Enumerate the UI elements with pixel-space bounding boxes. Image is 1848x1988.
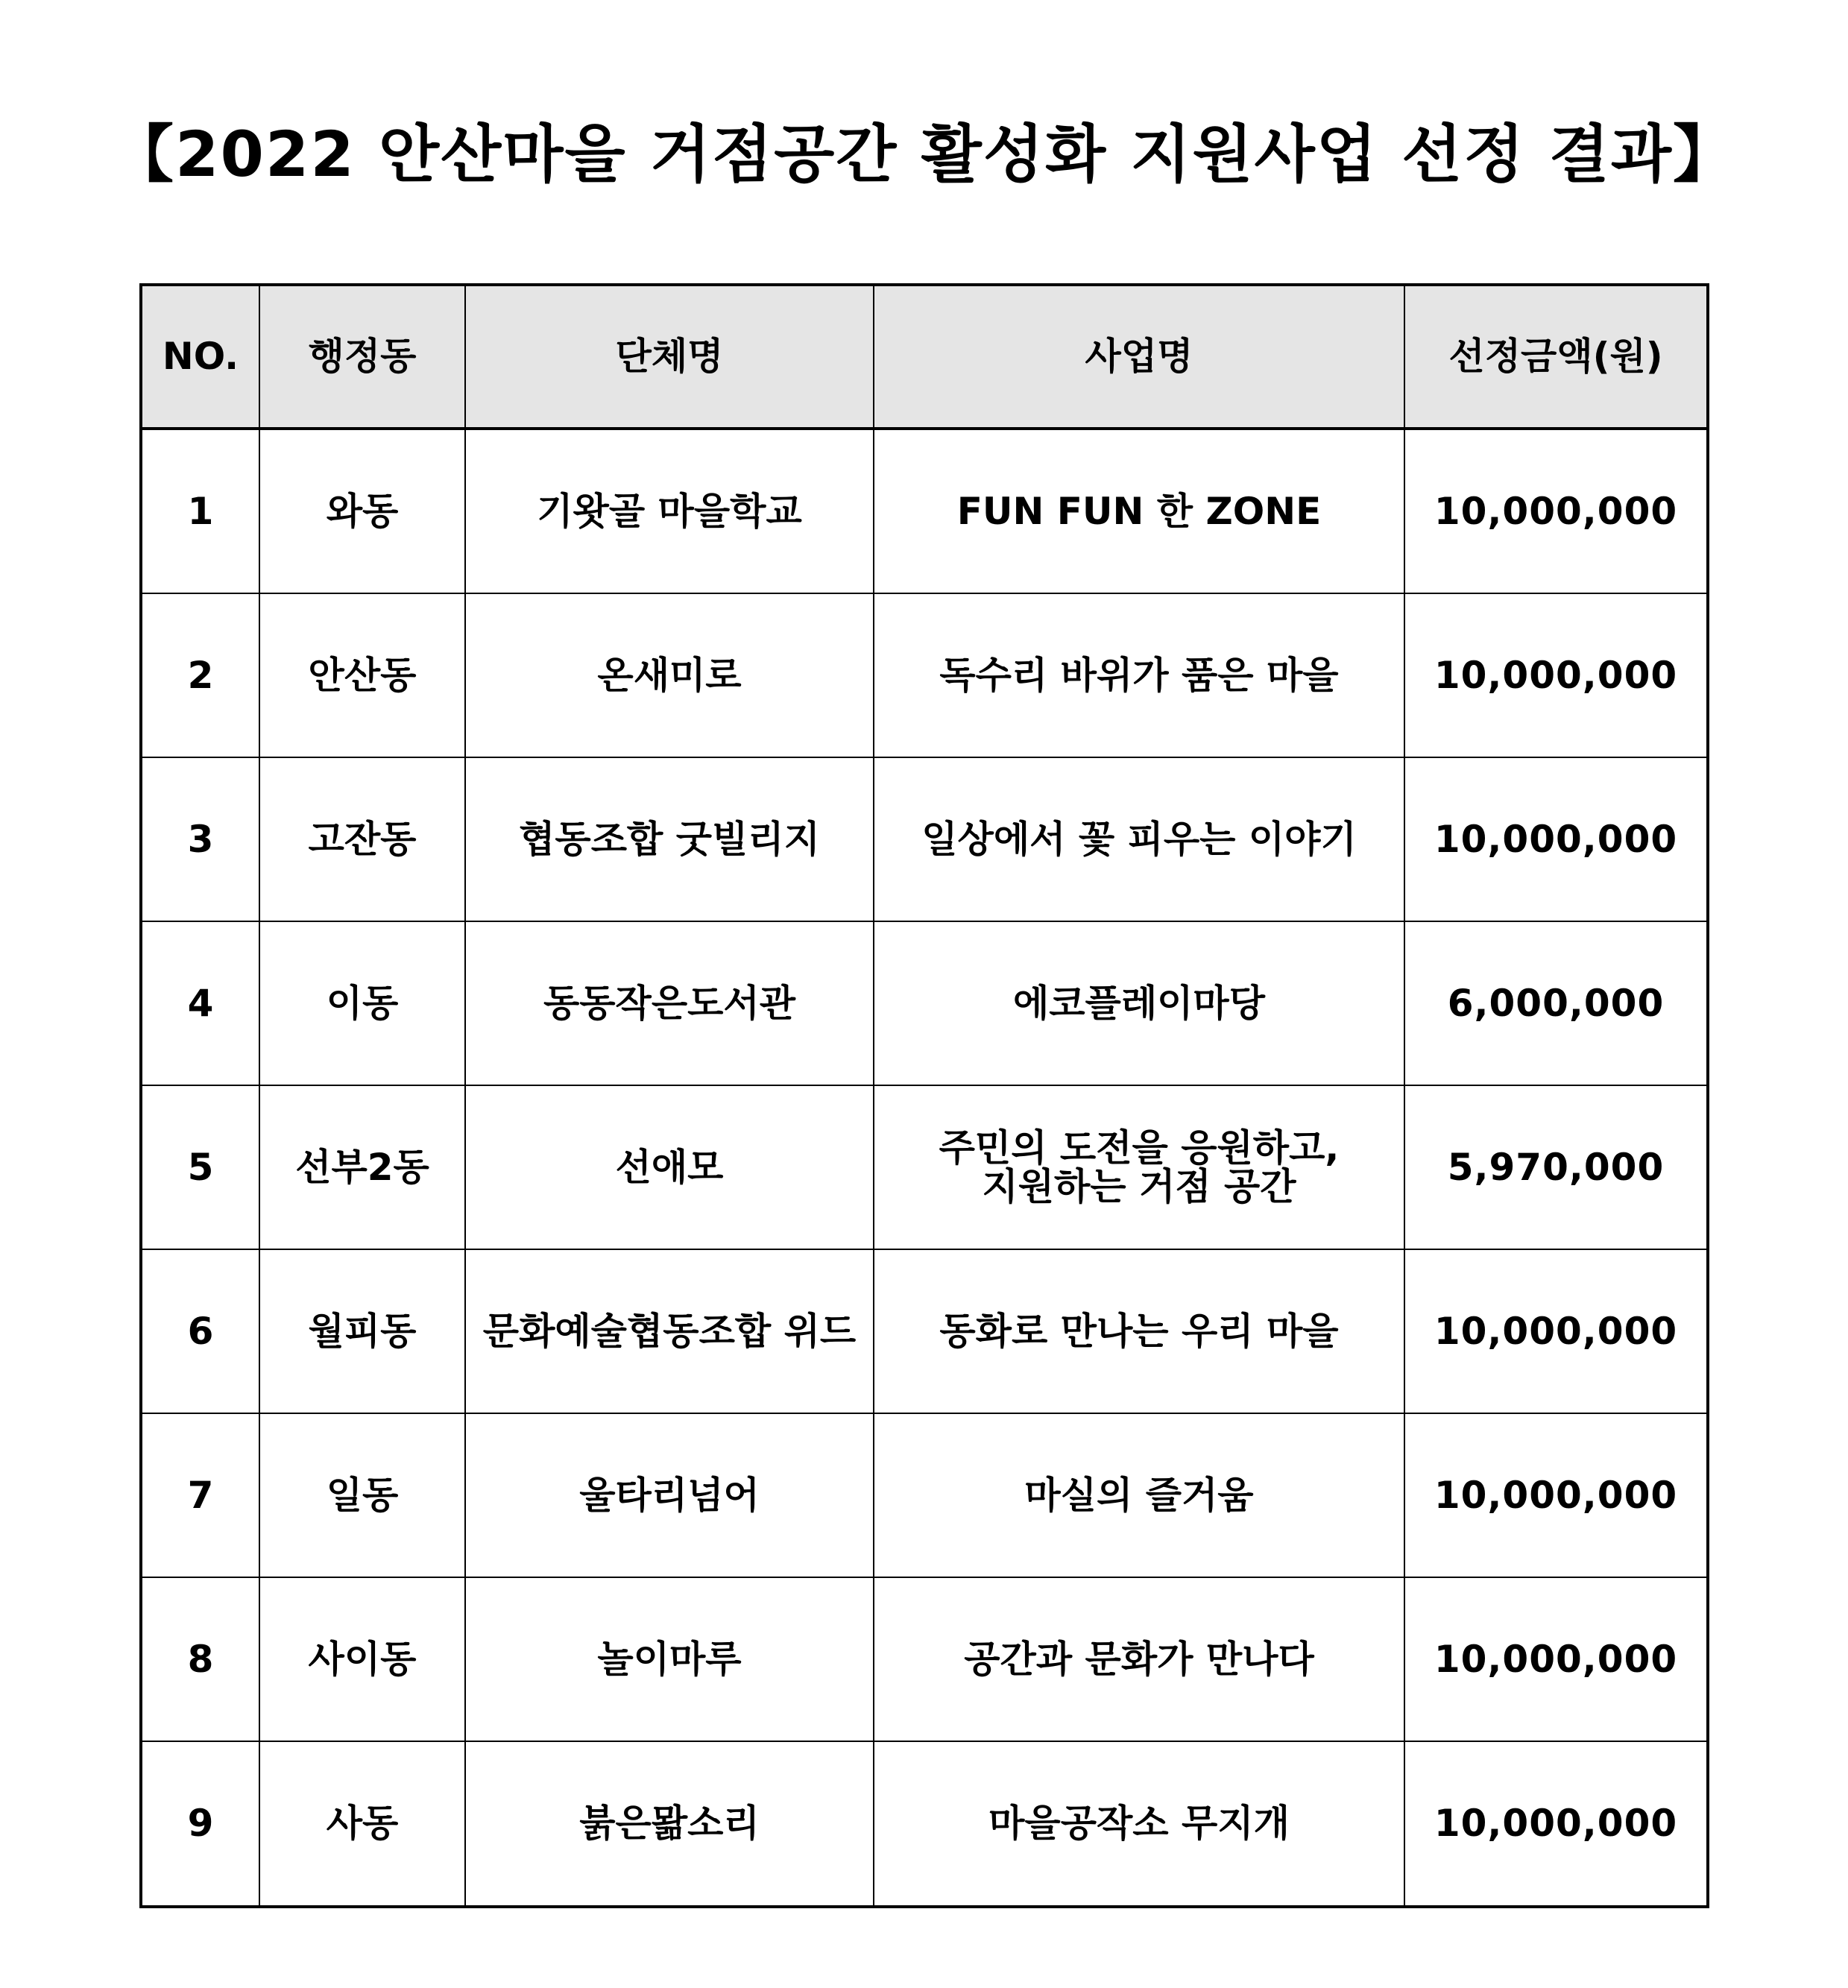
cell-amount: 10,000,000: [1404, 757, 1708, 921]
cell-group: 동동작은도서관: [465, 921, 874, 1085]
table-row: [141, 921, 1708, 1085]
cell-project: [874, 921, 1404, 1085]
cell-dong: 일동: [259, 1413, 465, 1577]
table-row: [141, 1413, 1708, 1577]
cell-dong: 이동: [259, 921, 465, 1085]
cell-group: 기왓골 마을학교: [465, 429, 874, 593]
table-row: [141, 1577, 1708, 1741]
cell-project: [874, 1085, 1404, 1249]
table-row: [141, 1085, 1708, 1249]
cell-group: 놀이마루: [465, 1577, 874, 1741]
project-name-line: 마실의 즐거움: [1024, 1473, 1254, 1517]
cell-amount: 6,000,000: [1404, 921, 1708, 1085]
cell-no: 4: [141, 921, 259, 1085]
header-dong: 행정동: [259, 285, 465, 429]
project-name-line: 마을공작소 무지개: [988, 1802, 1290, 1846]
cell-no: 8: [141, 1577, 259, 1741]
cell-no: 6: [141, 1249, 259, 1413]
cell-project: [874, 757, 1404, 921]
cell-no: 5: [141, 1085, 259, 1249]
cell-project: [874, 593, 1404, 757]
header-amount: 선정금액(원): [1404, 285, 1708, 429]
cell-project: [874, 429, 1404, 593]
cell-amount: 10,000,000: [1404, 1249, 1708, 1413]
table-row: [141, 1249, 1708, 1413]
project-name-line: 주민의 도전을 응원하고,: [939, 1126, 1340, 1170]
cell-group: 문화예술협동조합 위드: [465, 1249, 874, 1413]
project-name-line: 지원하는 거점 공간: [982, 1165, 1296, 1208]
cell-no: 1: [141, 429, 259, 593]
cell-amount: 5,970,000: [1404, 1085, 1708, 1249]
cell-dong: 안산동: [259, 593, 465, 757]
header-group: 단체명: [465, 285, 874, 429]
cell-no: 7: [141, 1413, 259, 1577]
table-row: [141, 1741, 1708, 1907]
document-title: 【2022 안산마을 거점공간 활성화 지원사업 선정 결과】: [111, 118, 1737, 191]
cell-amount: 10,000,000: [1404, 1577, 1708, 1741]
cell-no: 9: [141, 1741, 259, 1907]
table-row: [141, 429, 1708, 593]
table-row: [141, 593, 1708, 757]
header-no: NO.: [141, 285, 259, 429]
project-name-line: 동화로 만나는 우리 마을: [939, 1309, 1339, 1353]
cell-dong: 월피동: [259, 1249, 465, 1413]
cell-project: [874, 1577, 1404, 1741]
cell-no: 2: [141, 593, 259, 757]
table-body: [141, 429, 1708, 1907]
cell-dong: 고잔동: [259, 757, 465, 921]
cell-group: 울타리넘어: [465, 1413, 874, 1577]
project-name-line: 독수리 바위가 품은 마을: [939, 653, 1339, 697]
cell-dong: 와동: [259, 429, 465, 593]
cell-dong: 사이동: [259, 1577, 465, 1741]
selection-results-table: [139, 283, 1709, 1908]
cell-dong: 사동: [259, 1741, 465, 1907]
project-name-line: 에코플레이마당: [1012, 981, 1266, 1025]
table-header-row: [141, 285, 1708, 429]
cell-group: 선애모: [465, 1085, 874, 1249]
cell-group: 협동조합 굿빌리지: [465, 757, 874, 921]
cell-project: [874, 1413, 1404, 1577]
table-row: [141, 757, 1708, 921]
cell-dong: 선부2동: [259, 1085, 465, 1249]
cell-group: 온새미로: [465, 593, 874, 757]
project-name-line: 공간과 문화가 만나다: [964, 1637, 1314, 1681]
cell-project: [874, 1741, 1404, 1907]
project-name-line: 일상에서 꽃 피우는 이야기: [921, 817, 1357, 861]
header-project: 사업명: [874, 285, 1404, 429]
cell-amount: 10,000,000: [1404, 593, 1708, 757]
cell-project: [874, 1249, 1404, 1413]
cell-amount: 10,000,000: [1404, 429, 1708, 593]
cell-no: 3: [141, 757, 259, 921]
project-name-line: FUN FUN 한 ZONE: [956, 489, 1322, 533]
cell-group: 붉은뫎소리: [465, 1741, 874, 1907]
cell-amount: 10,000,000: [1404, 1413, 1708, 1577]
cell-amount: 10,000,000: [1404, 1741, 1708, 1907]
